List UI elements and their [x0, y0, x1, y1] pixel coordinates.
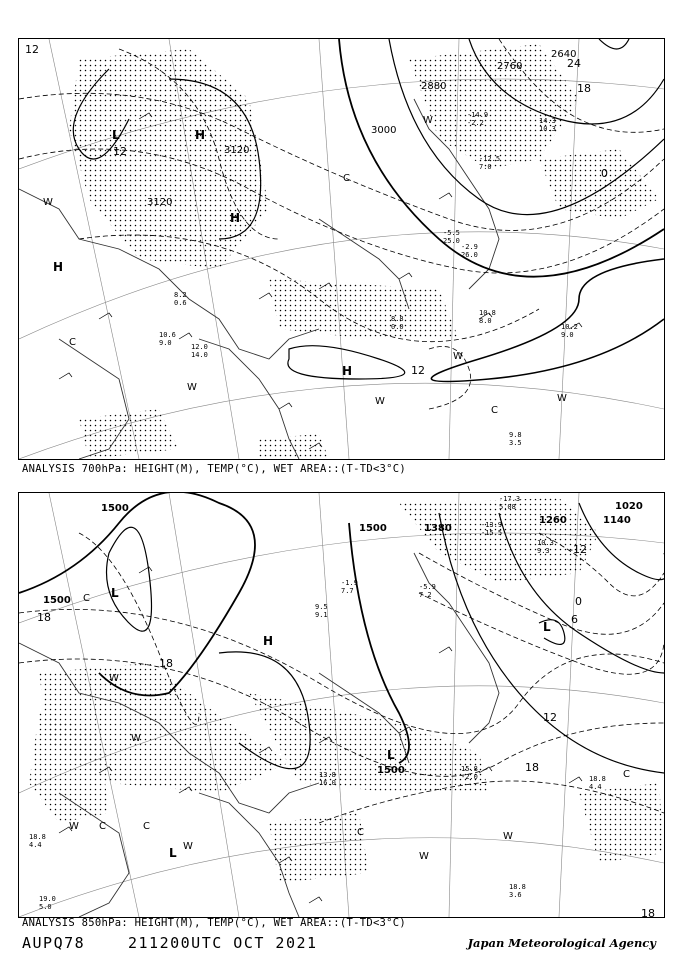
warm-center: W	[183, 841, 193, 852]
isotherm-label: 0	[601, 167, 608, 180]
svg-text:9.0: 9.0	[159, 339, 172, 347]
svg-text:8.2: 8.2	[174, 291, 187, 299]
svg-text:18.8: 18.8	[589, 775, 606, 783]
height-label: 1500	[377, 765, 405, 776]
cold-center: C	[343, 173, 350, 184]
product-id: AUPQ78	[22, 934, 86, 952]
station-plot	[159, 331, 176, 347]
warm-center: W	[453, 351, 463, 362]
svg-text:10.3: 10.3	[537, 539, 554, 547]
height-label: 1500	[43, 595, 71, 606]
svg-text:4.4: 4.4	[589, 783, 602, 791]
caption-700hpa: ANALYSIS 700hPa: HEIGHT(M), TEMP(°C), WET AREA::(T-TD<3°C)	[22, 463, 407, 475]
station-plot	[319, 771, 336, 787]
svg-text:-5.5: -5.5	[443, 229, 460, 237]
svg-text:-5.9: -5.9	[419, 583, 436, 591]
isotherm-label: 24	[567, 57, 581, 70]
svg-text:18.8: 18.8	[509, 883, 526, 891]
height-label: 1140	[603, 515, 631, 526]
high-center: H	[195, 128, 206, 142]
height-label: 1380	[424, 523, 452, 534]
cold-center: C	[69, 337, 76, 348]
svg-text:-2.2: -2.2	[467, 119, 484, 127]
height-label: 1500	[359, 523, 387, 534]
svg-text:8.8: 8.8	[391, 315, 404, 323]
isotherm-label: 12	[411, 364, 425, 377]
station-plot	[443, 229, 460, 245]
station-plot	[509, 883, 526, 899]
svg-text:9.8: 9.8	[509, 431, 522, 439]
isotherm-label: 6	[571, 613, 578, 626]
high-center: H	[342, 364, 353, 378]
svg-text:10.6: 10.6	[159, 331, 176, 339]
valid-time: 211200UTC OCT 2021	[128, 934, 318, 952]
station-plot	[461, 765, 478, 781]
svg-text:10.2: 10.2	[561, 323, 578, 331]
svg-text:15.8: 15.8	[461, 765, 478, 773]
svg-text:16.0: 16.0	[319, 779, 336, 787]
station-plot	[539, 117, 556, 133]
svg-text:-2.0: -2.0	[461, 773, 478, 781]
height-label: 3120	[224, 145, 250, 156]
isotherm-label: 18	[159, 657, 173, 670]
svg-text:25.0: 25.0	[443, 237, 460, 245]
svg-text:13.8: 13.8	[319, 771, 336, 779]
agency-name: Japan Meteorological Agency	[467, 936, 656, 950]
height-label: 1500	[101, 503, 129, 514]
caption-850hpa: ANALYSIS 850hPa: HEIGHT(M), TEMP(°C), WET AREA::(T-TD<3°C)	[22, 917, 407, 929]
station-plot	[315, 603, 328, 619]
high-center: H	[53, 260, 64, 274]
cold-center: C	[357, 827, 364, 838]
svg-text:26.0: 26.0	[461, 251, 478, 259]
svg-text:14.0: 14.0	[191, 351, 208, 359]
station-plot	[561, 323, 578, 339]
low-center: L	[111, 586, 119, 600]
height-label: 1020	[615, 501, 643, 512]
station-plot	[589, 775, 606, 791]
svg-text:-2.9: -2.9	[461, 243, 478, 251]
warm-center: W	[187, 382, 197, 393]
isotherm-label: 0	[575, 595, 582, 608]
station-plot	[39, 895, 56, 911]
svg-text:-17.3: -17.3	[499, 495, 521, 503]
svg-text:7.2: 7.2	[419, 591, 432, 599]
warm-center: W	[109, 673, 119, 684]
cold-center: C	[623, 769, 630, 780]
station-plot	[479, 309, 496, 325]
svg-text:9.1: 9.1	[315, 611, 328, 619]
svg-text:5.08: 5.08	[499, 503, 516, 511]
high-center: H	[230, 211, 241, 225]
svg-text:9.3: 9.3	[537, 547, 550, 555]
svg-text:0.0: 0.0	[391, 323, 404, 331]
svg-text:-1.9: -1.9	[341, 579, 358, 587]
svg-text:7.7: 7.7	[341, 587, 354, 595]
svg-text:0.6: 0.6	[174, 299, 187, 307]
station-plot	[29, 833, 46, 849]
warm-center: W	[43, 197, 53, 208]
svg-text:8.0: 8.0	[479, 317, 492, 325]
height-label: 2640	[551, 49, 577, 60]
station-plot	[341, 579, 358, 595]
high-center: H	[263, 634, 274, 648]
cold-center: C	[83, 593, 90, 604]
cold-center: C	[143, 821, 150, 832]
svg-text:-13.9: -13.9	[481, 521, 503, 529]
station-plot	[391, 315, 404, 331]
svg-text:3.6: 3.6	[509, 891, 522, 899]
isotherm-label: 18	[641, 907, 655, 917]
warm-center: W	[419, 851, 429, 862]
isotherm-label: 18	[577, 82, 591, 95]
svg-text:-15.5: -15.5	[481, 529, 503, 537]
station-plot	[174, 291, 187, 307]
isotherm-label: 18	[525, 761, 539, 774]
height-label: 3120	[147, 197, 173, 208]
svg-text:12.0: 12.0	[191, 343, 208, 351]
svg-text:10.8: 10.8	[479, 309, 496, 317]
svg-text:-12.5: -12.5	[479, 155, 501, 163]
warm-center: W	[423, 115, 433, 126]
svg-text:18.8: 18.8	[29, 833, 46, 841]
svg-text:4.4: 4.4	[29, 841, 42, 849]
isotherm-label: 18	[37, 611, 51, 624]
isotherm-label: 12	[543, 711, 557, 724]
station-plot	[481, 521, 502, 537]
height-label: 1260	[539, 515, 567, 526]
cold-center: C	[99, 821, 106, 832]
chart-700hpa	[18, 38, 665, 460]
station-plot	[509, 431, 522, 447]
svg-text:7.0: 7.0	[479, 163, 492, 171]
svg-text:9.0: 9.0	[561, 331, 574, 339]
cold-center: C	[491, 405, 498, 416]
low-center: L	[387, 748, 395, 762]
corner-label: 12	[25, 43, 39, 56]
low-center: L	[169, 846, 177, 860]
svg-text:10.3: 10.3	[539, 125, 556, 133]
height-label: 3000	[371, 125, 397, 136]
station-plot	[191, 343, 208, 359]
svg-text:5.0: 5.0	[39, 903, 52, 911]
height-label: 2760	[497, 61, 523, 72]
svg-text:9.5: 9.5	[315, 603, 328, 611]
svg-text:3.5: 3.5	[509, 439, 522, 447]
station-plot	[461, 243, 478, 259]
svg-text:-14.9: -14.9	[467, 111, 489, 119]
isotherm-label: -12	[569, 543, 587, 556]
warm-center: W	[503, 831, 513, 842]
wet-areas	[69, 44, 659, 459]
low-center: L	[543, 620, 551, 634]
warm-center: W	[557, 393, 567, 404]
svg-text:19.0: 19.0	[39, 895, 56, 903]
chart-850hpa	[18, 492, 665, 918]
height-label: 2880	[421, 81, 447, 92]
svg-text:14.3: 14.3	[539, 117, 556, 125]
warm-center: W	[131, 733, 141, 744]
isotherm-label: 12	[113, 145, 127, 158]
low-center: L	[112, 128, 120, 142]
warm-center: W	[375, 396, 385, 407]
warm-center: W	[69, 821, 79, 832]
station-plot	[419, 583, 436, 599]
